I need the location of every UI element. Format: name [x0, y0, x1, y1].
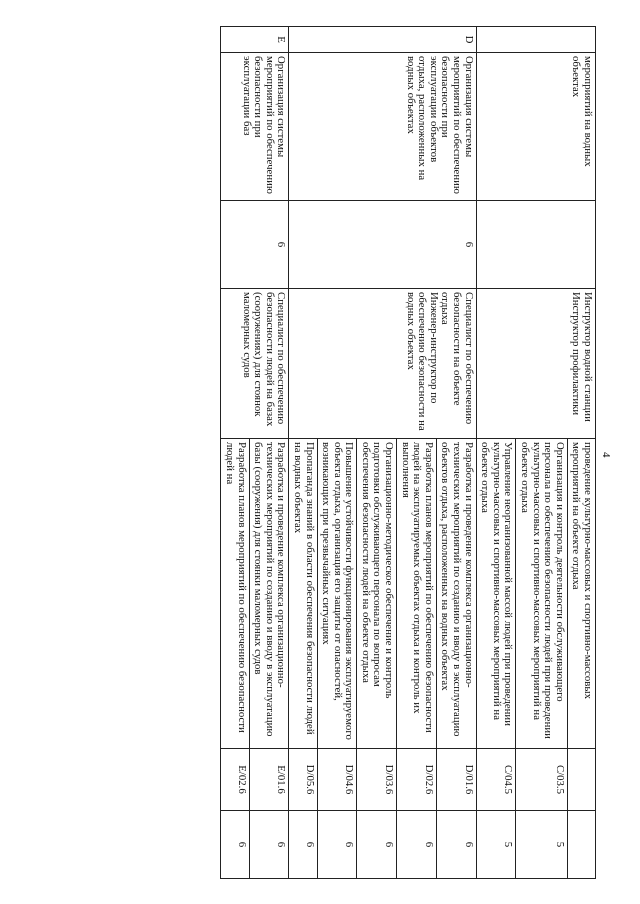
sublevel-cell: 6 [397, 811, 437, 879]
labor-function-cell: Разработка планов мероприятий по обеспечению безопасности людей на эксплуатируемых объектах отдыха и контроль их выполнения [397, 439, 437, 749]
sublevel-cell: 6 [221, 811, 249, 879]
labor-function-code-cell: C/03.5 [516, 749, 567, 811]
labor-function-code-cell: E/01.6 [249, 749, 289, 811]
generalized-function-cell: Организация системы мероприятий по обеспечению безопасности при эксплуатации баз [221, 53, 289, 201]
function-code-cell: D [289, 27, 476, 53]
labor-function-cell: проведение культурно-массовых и спортивно-массовых мероприятий на объекте отдыха [567, 439, 595, 749]
labor-function-cell: Пропаганда знаний в области обеспечения безопасности людей на водных объектах [289, 439, 317, 749]
labor-function-cell: Разработка и проведение комплекса организационно-технических мероприятий по созданию и вводу в эксплуатацию базы (сооружения) для стоянки маломерных судов [249, 439, 289, 749]
positions-cell: Специалист по обеспечению безопасности на объекте отдыха Инженер-инструктор по обеспечению безопасности на водных объектах [289, 289, 476, 439]
labor-function-cell: Организационно-методическое обеспечение и контроль подготовки обслуживающего персонала по вопросам обеспечения безопасности людей на объекте отдыха [357, 439, 397, 749]
qualification-level-cell [476, 201, 595, 289]
sublevel-cell: 6 [289, 811, 317, 879]
labor-function-code-cell: D/01.6 [436, 749, 476, 811]
generalized-function-cell: мероприятий на водных объектах [476, 53, 595, 201]
labor-function-cell: Разработка и проведение комплекса организационно-технических мероприятий по созданию и вводу в эксплуатацию объектов отдыха, расположенных на водных объектах [436, 439, 476, 749]
table-row [249, 27, 289, 879]
generalized-function-cell: Организация системы мероприятий по обеспечению безопасности при эксплуатации объектов отдыха, расположенных на водных объектах [289, 53, 476, 201]
positions-cell: Специалист по обеспечению безопасности людей на базах (сооружениях) для стоянок маломерных судов [221, 289, 289, 439]
positions-cell: Инструктор водной станции Инструктор профилактики [476, 289, 595, 439]
sublevel-cell: 5 [516, 811, 567, 879]
qualification-level-cell: 6 [221, 201, 289, 289]
sublevel-cell [567, 811, 595, 879]
table-row [567, 27, 595, 879]
function-code-cell: E [221, 27, 289, 53]
labor-function-code-cell: D/02.6 [397, 749, 437, 811]
sublevel-cell: 6 [436, 811, 476, 879]
labor-function-cell: Управление неорганизованной массой людей при проведении культурно-массовых и спортивно-массовых мероприятий на объекте отдыха [476, 439, 516, 749]
sublevel-cell: 5 [476, 811, 516, 879]
sublevel-cell: 6 [317, 811, 357, 879]
labor-function-code-cell: C/04.5 [476, 749, 516, 811]
labor-function-cell: Разработка планов мероприятий по обеспечению безопасности людей на [221, 439, 249, 749]
qualification-level-cell: 6 [289, 201, 476, 289]
labor-function-code-cell: D/04.6 [317, 749, 357, 811]
labor-function-code-cell: D/03.6 [357, 749, 397, 811]
function-code-cell [476, 27, 595, 53]
labor-function-cell: Повышение устойчивости функционирования эксплуатируемого объекта отдыха, организация его защиты от опасностей, возникающих при чрезвычайных ситуациях [317, 439, 357, 749]
page-number: 4 [600, 452, 612, 458]
labor-function-code-cell: D/05.6 [289, 749, 317, 811]
labor-function-code-cell [567, 749, 595, 811]
standard-table-sheet [30, 26, 596, 878]
labor-function-code-cell: E/02.6 [221, 749, 249, 811]
table-row [436, 27, 476, 879]
sublevel-cell: 6 [249, 811, 289, 879]
labor-functions-table [220, 26, 596, 879]
sublevel-cell: 6 [357, 811, 397, 879]
labor-function-cell: Организация и контроль деятельности обслуживающего персонала по обеспечению безопасности людей при проведении культурно-массовых и спортивно-массовых мероприятий на объекте отдыха [516, 439, 567, 749]
